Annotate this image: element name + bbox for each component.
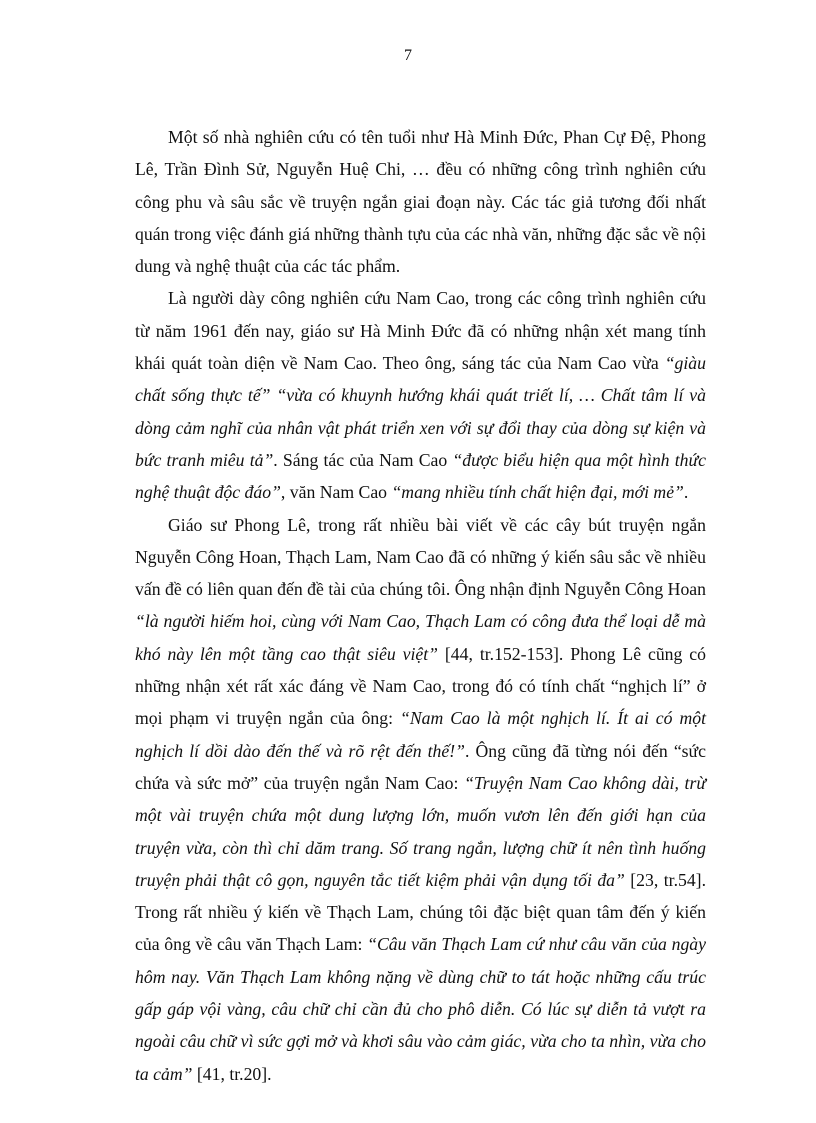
quotation: “được biểu hiện qua một hình thức nghệ thuật độc đáo” <box>135 449 706 503</box>
text-run: [23, tr.54]. Trong rất nhiều ý kiến về Thạch Lam, chúng tôi đặc biệt quan tâm đến ý kiến của ông về câu văn Thạch Lam: <box>135 869 706 955</box>
text-run: Một số nhà nghiên cứu có tên tuổi như Hà Minh Đức, Phan Cự Đệ, Phong Lê, Trần Đình Sử, Nguyễn Huệ Chi, … đều có những công trình nghiên cứu công phu và sâu sắc về truyện ngắn giai đoạn này. Các tác giả tương đối nhất quán trong việc đánh giá những thành tựu của các nhà văn, những đặc sắc về nội dung và nghệ thuật của các tác phẩm. <box>135 127 706 277</box>
paragraph <box>135 509 706 1090</box>
text-run: , văn Nam Cao <box>280 482 392 503</box>
page-number: 7 <box>404 47 412 64</box>
paragraph <box>135 282 706 508</box>
text-run: . Ông cũng đã từng nói đến “sức chứa và sức mở” của truyện ngắn Nam Cao: <box>135 740 706 793</box>
quotation: “mang nhiều tính chất hiện đại, mới mẻ” <box>391 482 684 503</box>
text-run: . Sáng tác của Nam Cao <box>273 449 453 470</box>
text-run: Là người dày công nghiên cứu Nam Cao, trong các công trình nghiên cứu từ năm 1961 đến nay, giáo sư Hà Minh Đức đã có những nhận xét mang tính khái quát toàn diện về Nam Cao. Theo ông, sáng tác của Nam Cao vừa <box>135 288 706 374</box>
text-run: Giáo sư Phong Lê, trong rất nhiều bài viết về các cây bút truyện ngắn Nguyễn Công Hoan, Thạch Lam, Nam Cao đã có những ý kiến sâu sắc về nhiều vấn đề có liên quan đến đề tài của chúng tôi. Ông nhận định Nguyễn Công Hoan <box>135 514 706 600</box>
text-run: [41, tr.20]. <box>192 1063 272 1084</box>
quotation: “Truyện Nam Cao không dài, trừ một vài truyện chứa một dung lượng lớn, muốn vươn lên đến giới hạn của truyện vừa, còn thì chỉ dăm trang. Số trang ngắn, lượng chữ ít nên tình huống truyện phải thật cô gọn, nguyên tắc tiết kiệm phải vận dụng tối đa” <box>135 772 707 890</box>
quotation: “giàu chất sống thực tế” “vừa có khuynh hướng khái quát triết lí, … Chất tâm lí và dòng cảm nghĩ của nhân vật phát triển xen với sự đổi thay của dòng sự kiện và bức tranh miêu tả” <box>135 353 706 470</box>
text-run: . <box>683 482 689 503</box>
text-run: [44, tr.152-153]. Phong Lê cũng có những nhận xét rất xác đáng về Nam Cao, trong đó có tính chất “nghịch lí” ở mọi phạm vi truyện ngắn của ông: <box>135 643 706 729</box>
quotation: “Câu văn Thạch Lam cứ như câu văn của ngày hôm nay. Văn Thạch Lam không nặng về dùng chữ to tát hoặc những cấu trúc gấp gáp vội vàng, câu chữ chỉ cần đủ cho phô diễn. Có lúc sự diễn tả vượt ra ngoài câu chữ vì sức gợi mở và khơi sâu vào cảm giác, vừa cho ta nhìn, vừa cho ta cảm” <box>135 934 706 1084</box>
quotation: “là người hiếm hoi, cùng với Nam Cao, Thạch Lam có công đưa thể loại dễ mà khó này lên một tầng cao thật siêu việt” <box>135 611 706 664</box>
paragraph <box>135 121 706 282</box>
quotation: “Nam Cao là một nghịch lí. Ít ai có một nghịch lí dồi dào đến thế và rõ rệt đến thế!” <box>135 708 706 761</box>
body-text <box>135 121 706 1090</box>
